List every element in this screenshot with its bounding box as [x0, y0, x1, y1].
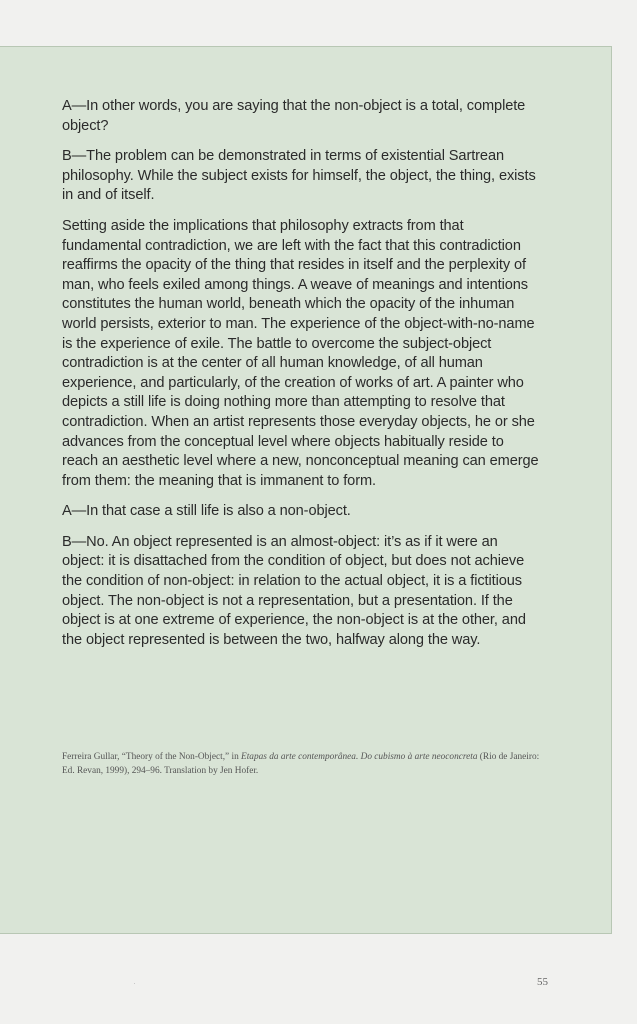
paragraph-question-2: A—In that case a still life is also a non-object.: [62, 503, 351, 520]
citation-suffix: (Rio de Janeiro: Ed. Revan, 1999), 294–96. Translation by Jen Hofer.: [62, 752, 540, 776]
text-panel: [0, 46, 612, 934]
citation-prefix: Ferreira Gullar, “Theory of the Non-Object,” in: [62, 752, 242, 762]
paragraph-answer-1: B—The problem can be demonstrated in terms of existential Sartrean philosophy. While the subject exists for himself, the object, the thing, exists in and of itself.: [62, 148, 536, 204]
paragraph-question-1: A—In other words, you are saying that the non-object is a total, complete object?: [62, 98, 526, 134]
dialogue-text: [62, 97, 540, 661]
citation-source-title: Etapas da arte contemporânea. Do cubismo à arte neoconcreta: [241, 752, 478, 762]
page-number: 55: [537, 976, 548, 988]
decorative-dot: [134, 983, 135, 984]
paragraph-answer-2: B—No. An object represented is an almost-object: it’s as if it were an object: it is disattached from the condition of object, but does not achieve the condition of non-object: in relation to the actual object, it is a fictitious object. The non-object is not a representation, but a presentation. If the object is at one extreme of experience, the non-object is at the other, and the object represented is between the two, halfway along the way.: [62, 533, 526, 648]
paragraph-body: Setting aside the implications that philosophy extracts from that fundamental contradiction, we are left with the fact that this contradiction reaffirms the opacity of the thing that resides in itself and the perplexity of man, who feels exiled among things. A weave of meanings and intentions constitutes the human world, beneath which the opacity of the inhuman world persists, exterior to man. The experience of the object-with-no-name is the experience of exile. The battle to overcome the subject-object contradiction is at the center of all human knowledge, of all human experience, and particularly, of the creation of works of art. A painter who depicts a still life is doing nothing more than attempting to resolve that contradiction. When an artist represents those everyday objects, he or she advances from the conceptual level where objects habitually reside to reach an aesthetic level where a new, nonconceptual meaning can emerge from them: the meaning that is immanent to form.: [62, 217, 539, 489]
citation: [62, 751, 542, 778]
